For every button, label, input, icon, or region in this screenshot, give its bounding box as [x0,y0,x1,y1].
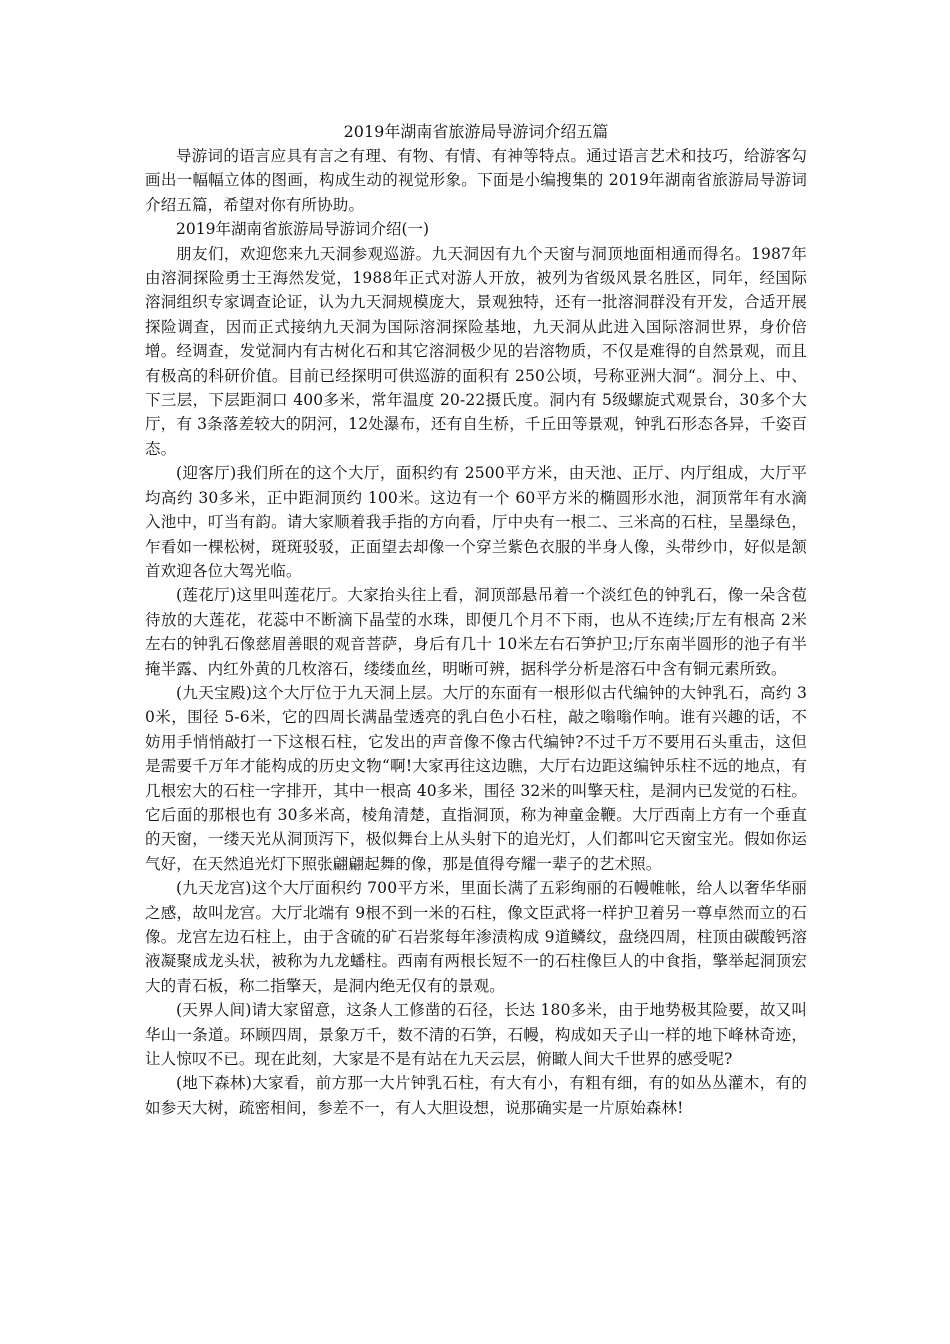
intro-paragraph: 导游词的语言应具有言之有理、有物、有情、有神等特点。通过语言艺术和技巧，给游客勾画出一幅幅立体的图画，构成生动的视觉形象。下面是小编搜集的 2019年湖南省旅游局导游词介绍五篇，希望对你有所协助。 [145,147,807,214]
body-paragraph-underground-forest: (地下森林)大家看，前方那一大片钟乳石柱，有大有小，有粗有细，有的如丛丛灌木，有的如参天大树，疏密相间，参差不一，有人大胆设想，说那确实是一片原始森林! [145,1074,807,1117]
body-paragraph-dragon-palace: (九天龙宫)这个大厅面积约 700平方米，里面长满了五彩绚丽的石幔帷帐，给人以奢华华丽之感，故叫龙宫。大厅北端有 9根不到一米的石柱，像文臣武将一样护卫着另一尊卓然而立的石像。龙宫左边石柱上，由于含硫的矿石岩浆每年渗渍构成 9道鳞纹，盘绕四周，柱顶由碳酸钙溶液凝聚成龙头状，被称为九龙蟠柱。西南有两根长短不一的石柱像巨人的中食指，擎举起洞顶宏大的青石板，称二指擎天，是洞内绝无仅有的景观。 [145,879,807,995]
body-paragraph-welcome-hall: (迎客厅)我们所在的这个大厅，面积约有 2500平方米，由天池、正厅、内厅组成，大厅平均高约 30多米，正中距洞顶约 100米。这边有一个 60平方米的椭圆形水池，洞顶常年有水滴入池中，叮当有韵。请大家顺着我手指的方向看，厅中央有一根二、三米高的石柱，呈墨绿色，乍看如一棵松树，斑斑驳驳，正面望去却像一个穿兰紫色衣服的半身人像，头带纱巾，好似是颔首欢迎各位大驾光临。 [145,464,807,580]
body-paragraph-heaven-earth: (天界人间)请大家留意，这条人工修凿的石径，长达 180多米，由于地势极其险要，故又叫华山一条道。环顾四周，景象万千，数不清的石笋，石幔，构成如天子山一样的地下峰林奇迹，让人惊叹不已。现在此刻，大家是不是有站在九天云层，俯瞰人间大千世界的感受呢? [145,1001,807,1069]
document-page [145,120,807,1120]
body-paragraph-treasure-palace: (九天宝殿)这个大厅位于九天洞上层。大厅的东面有一根形似古代编钟的大钟乳石，高约 30米，围径 5-6米，它的四周长满晶莹透亮的乳白色小石柱，敲之嗡嗡作响。谁有兴趣的话，不妨用手悄悄敲打一下这根石柱，它发出的声音像不像古代编钟?不过千万不要用石头重击，这但是需要千万年才能构成的历史文物“啊!大家再往这边瞧，大厅右边距这编钟乐柱不远的地点，有几根宏大的石柱一字排开，其中一根高 40多米，围径 32米的叫擎天柱，是洞内已发觉的石柱。它后面的那根也有 30多米高，棱角清楚，直指洞顶，称为神童金鞭。大厅西南上方有一个垂直的天窗，一缕天光从洞顶泻下，极似舞台上从头射下的追光灯，人们都叫它天窗宝光。假如你运气好，在天然追光灯下照张翩翩起舞的像，那是值得夸耀一辈子的艺术照。 [145,683,807,873]
document-title: 2019年湖南省旅游局导游词介绍五篇 [343,122,609,141]
body-paragraph-welcome: 朋友们，欢迎您来九天洞参观巡游。九天洞因有九个天窗与洞顶地面相通而得名。1987年由溶洞探险勇士王海然发觉，1988年正式对游人开放，被列为省级风景名胜区，同年，经国际溶洞组织专家调查论证，认为九天洞规模庞大，景观独特，还有一批溶洞群没有开发，合适开展探险调查，因而正式接纳九天洞为国际溶洞探险基地，九天洞从此进入国际溶洞世界，身价倍增。经调查，发觉洞内有古树化石和其它溶洞极少见的岩溶物质，不仅是难得的自然景观，而且有极高的科研价值。目前已经探明可供巡游的面积有 250公顷，号称亚洲大洞“。洞分上、中、下三层，下层距洞口 400多米，常年温度 20-22摄氏度。洞内有 5级螺旋式观景台，30多个大厅，有 3条落差较大的阴河，12处瀑布，还有自生桥，千丘田等景观，钟乳石形态各异，千姿百态。 [145,244,807,458]
body-paragraph-lotus-hall: (莲花厅)这里叫莲花厅。大家抬头往上看，洞顶部悬吊着一个淡红色的钟乳石，像一朵含苞待放的大莲花，花蕊中不断滴下晶莹的水珠，即便几个月不下雨，也从不连续;厅左有根高 2米左右的钟乳石像慈眉善眼的观音菩萨，身后有几十 10米左右石笋护卫;厅东南半圆形的池子有半掩半露、内红外黄的几枚溶石，缕缕血丝，明晰可辨，据科学分析是溶石中含有铜元素所致。 [145,586,807,678]
section-heading: 2019年湖南省旅游局导游词介绍(一) [176,220,430,239]
